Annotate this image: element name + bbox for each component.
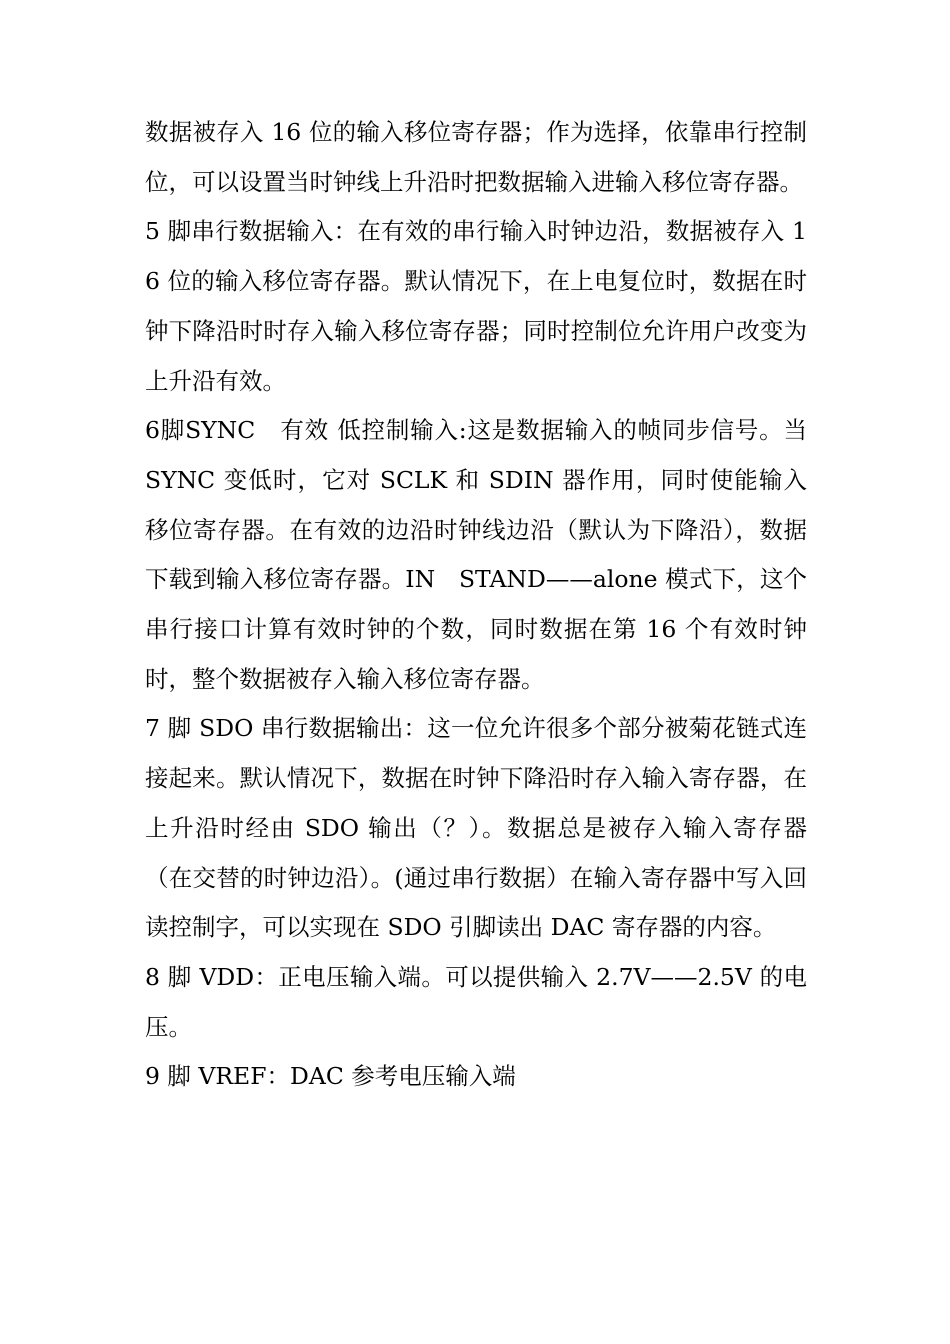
paragraph-pin-7: 7 脚 SDO 串行数据输出：这一位允许很多个部分被菊花链式连接起来。默认情况下，数据在时钟下降沿时存入输入寄存器，在上升沿时经由 SDO 输出（？）。数据总是被存入输入寄存器（在交替的时钟边沿）。(通过串行数据）在输入寄存器中写入回读控制字，可以实现在 SDO 引脚读出 DAC 寄存器的内容。 [145, 714, 807, 942]
paragraph-pin-6: 6脚SYNC 有效 低控制输入:这是数据输入的帧同步信号。当 SYNC 变低时，它对 SCLK 和 SDIN 器作用，同时使能输入移位寄存器。在有效的边沿时钟线边沿（默认为下降沿），数据下载到输入移位寄存器。IN STAND——alone 模式下，这个串行接口计算有效时钟的个数，同时数据在第 16 个有效时钟时，整个数据被存入输入移位寄存器。 [145, 416, 807, 693]
paragraph-pin-8: 8 脚 VDD：正电压输入端。可以提供输入 2.7V——2.5V 的电压。 [145, 962, 807, 1041]
paragraph-pin-5: 5 脚串行数据输入：在有效的串行输入时钟边沿，数据被存入 16 位的输入移位寄存器。默认情况下，在上电复位时，数据在时钟下降沿时时存入输入移位寄存器；同时控制位允许用户改变为上升沿有效。 [145, 217, 807, 395]
paragraph-shift-register-continued: 数据被存入 16 位的输入移位寄存器；作为选择，依靠串行控制位，可以设置当时钟线上升沿时把数据输入进输入移位寄存器。 [145, 118, 807, 196]
paragraph-pin-9: 9 脚 VREF：DAC 参考电压输入端 [145, 1062, 516, 1091]
document-page [145, 108, 807, 1102]
